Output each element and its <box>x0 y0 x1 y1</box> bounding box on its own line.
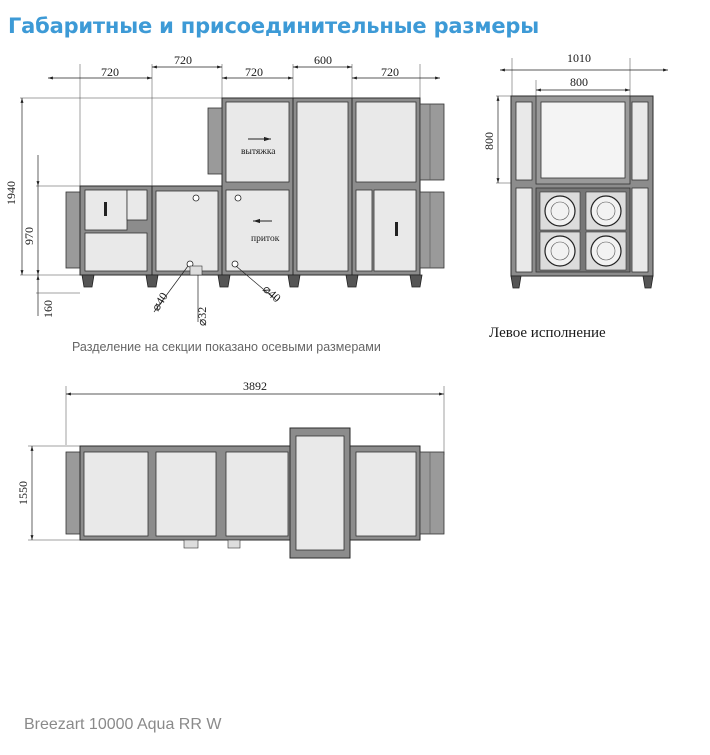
front-duct-right-upper <box>420 104 444 180</box>
page-title: Габаритные и присоединительные размеры <box>8 14 540 38</box>
front-legs <box>82 275 422 287</box>
front-top-dimensions <box>48 53 440 79</box>
side-view <box>482 51 668 341</box>
top-duct-left <box>66 452 80 534</box>
model-name: Breezart 10000 Aqua RR W <box>24 716 222 733</box>
front-section-1 <box>80 186 152 275</box>
front-section-3 <box>222 98 293 275</box>
top-view <box>16 379 444 558</box>
dim-3892: 3892 <box>243 379 267 393</box>
front-view <box>4 53 444 354</box>
dim-800-vertical: 800 <box>482 132 496 150</box>
front-section-2 <box>152 186 222 275</box>
pipe-label-1: ⌀40 <box>148 289 171 314</box>
pipe-label-3: ⌀40 <box>259 281 284 306</box>
pipe-label-2: ⌀32 <box>195 306 209 326</box>
dim-600: 600 <box>314 53 332 67</box>
section-note: Разделение на секции показано осевыми размерами <box>72 340 381 354</box>
dim-1940: 1940 <box>4 181 18 205</box>
label-exhaust: вытяжка <box>241 147 276 157</box>
top-duct-right <box>420 452 444 534</box>
front-section-4 <box>293 98 352 275</box>
front-duct-right-lower <box>420 192 444 268</box>
front-section-5 <box>352 98 420 275</box>
dim-1010: 1010 <box>567 51 591 65</box>
dim-720-b: 720 <box>174 53 192 67</box>
dim-970: 970 <box>22 227 36 245</box>
front-duct-upper-left <box>208 108 222 174</box>
dim-720-d: 720 <box>381 65 399 79</box>
front-vertical-dimensions <box>4 98 55 318</box>
side-caption: Левое исполнение <box>489 325 606 341</box>
dim-720-c: 720 <box>245 65 263 79</box>
label-supply: приток <box>251 234 280 244</box>
dim-1550: 1550 <box>16 481 30 505</box>
front-duct-left <box>66 192 80 268</box>
dim-800-horizontal: 800 <box>570 75 588 89</box>
dim-720-a: 720 <box>101 65 119 79</box>
top-body <box>80 428 420 558</box>
dim-160: 160 <box>41 300 55 318</box>
